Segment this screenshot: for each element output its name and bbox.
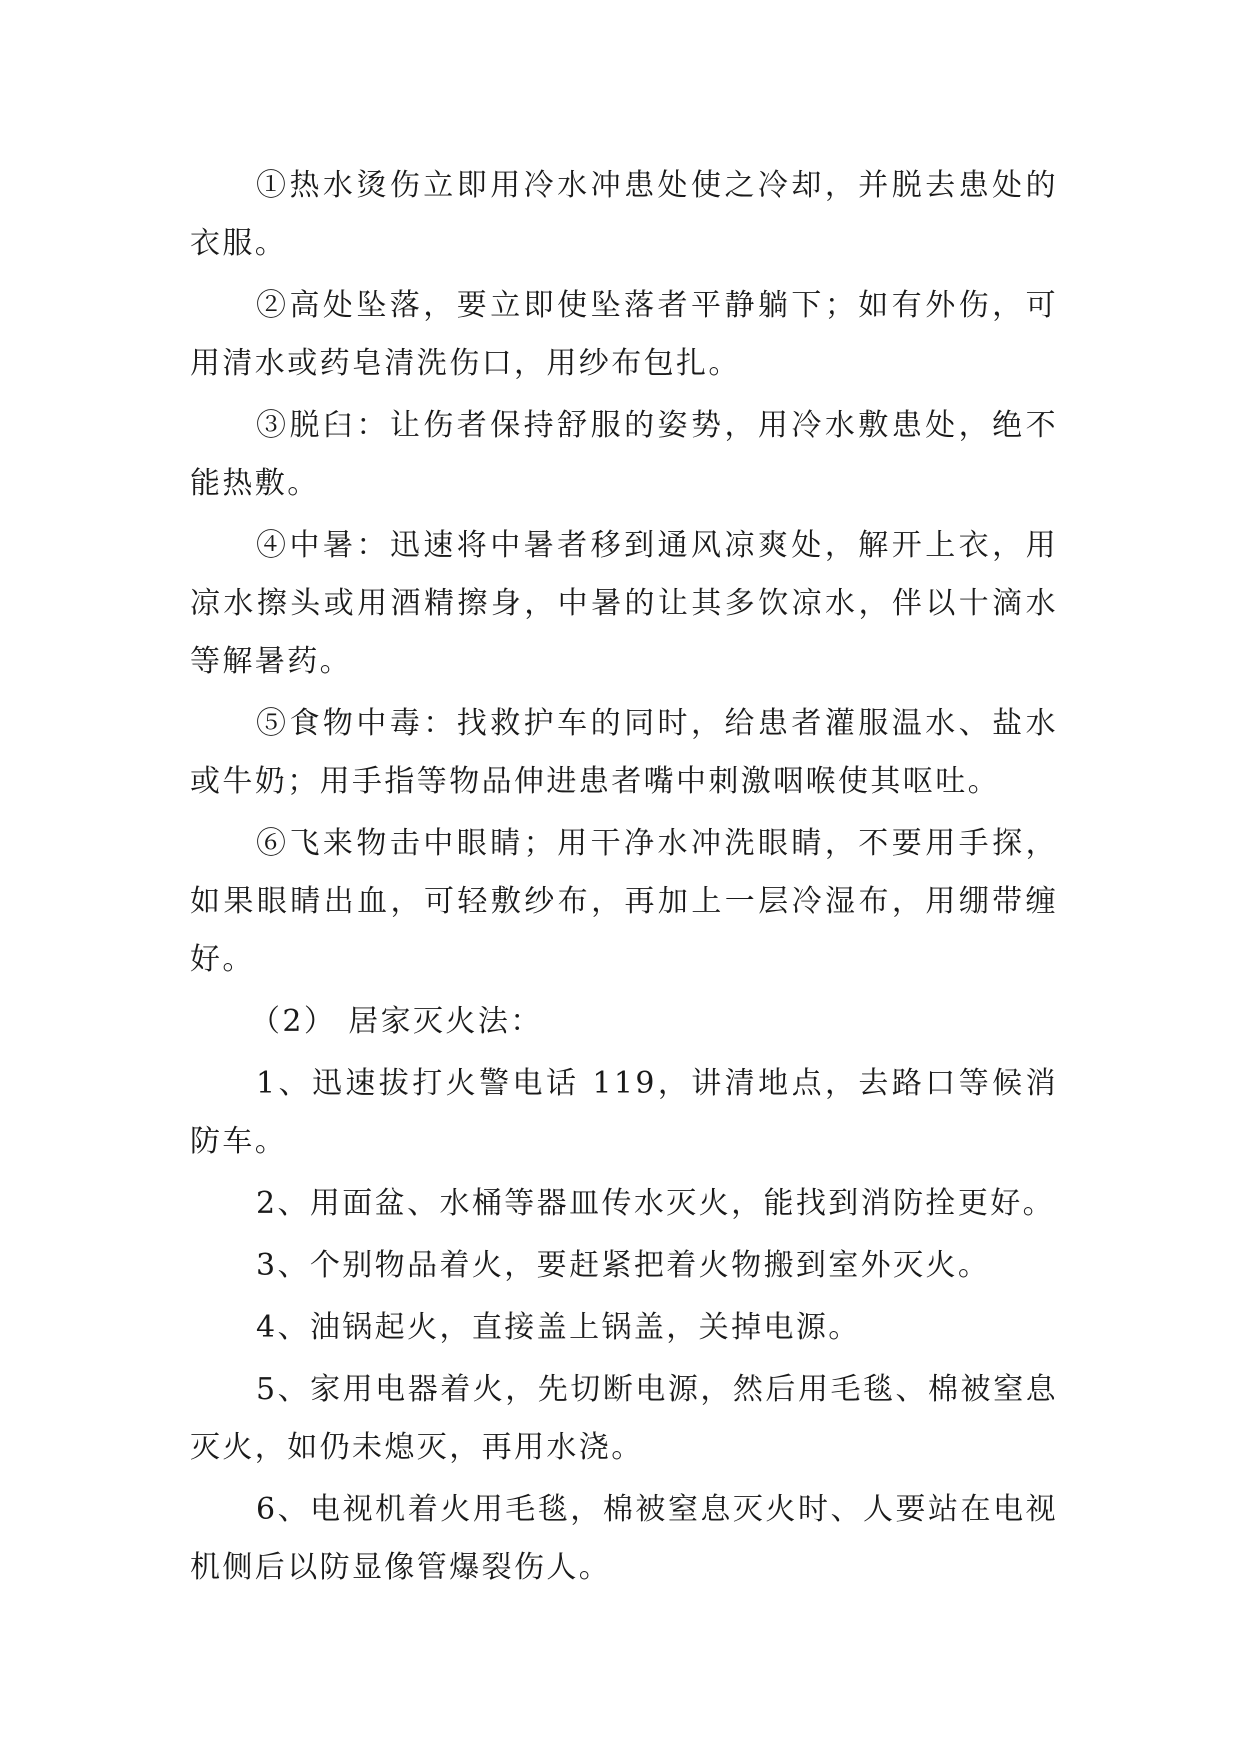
fire-step-6: 6、电视机着火用毛毯，棉被窒息灭火时、人要站在电视机侧后以防显像管爆裂伤人。 xyxy=(190,1492,1058,1585)
fire-step-2: 2、用面盆、水桶等器皿传水灭火，能找到消防拴更好。 xyxy=(256,1186,1056,1221)
first-aid-heatstroke: ④中暑：迅速将中暑者移到通风凉爽处，解开上衣，用凉水擦头或用酒精擦身，中暑的让其多饮凉水，伴以十滴水等解暑药。 xyxy=(190,528,1058,679)
first-aid-fall: ②高处坠落，要立即使坠落者平静躺下；如有外伤，可用清水或药皂清洗伤口，用纱布包扎。 xyxy=(190,288,1058,381)
fire-step-5: 5、家用电器着火，先切断电源，然后用毛毯、棉被窒息灭火，如仍未熄灭，再用水浇。 xyxy=(190,1372,1058,1465)
fire-step-3: 3、个别物品着火，要赶紧把着火物搬到室外灭火。 xyxy=(256,1248,991,1283)
first-aid-scald: ①热水烫伤立即用冷水冲患处使之冷却，并脱去患处的衣服。 xyxy=(190,168,1058,261)
fire-step-4: 4、油锅起火，直接盖上锅盖，关掉电源。 xyxy=(256,1310,861,1345)
first-aid-food-poisoning: ⑤食物中毒：找救护车的同时，给患者灌服温水、盐水或牛奶；用手指等物品伸进患者嘴中刺激咽喉使其呕吐。 xyxy=(190,706,1058,799)
fire-step-1: 1、迅速拔打火警电话 119，讲清地点，去路口等候消防车。 xyxy=(190,1066,1058,1159)
first-aid-dislocation: ③脱臼：让伤者保持舒服的姿势，用冷水敷患处，绝不能热敷。 xyxy=(190,408,1058,501)
document-body xyxy=(190,157,1058,1601)
section-heading: （2） 居家灭火法： xyxy=(250,1004,543,1039)
first-aid-eye-injury: ⑥飞来物击中眼睛；用干净水冲洗眼睛，不要用手探，如果眼睛出血，可轻敷纱布，再加上一层冷湿布，用绷带缠好。 xyxy=(190,826,1058,977)
